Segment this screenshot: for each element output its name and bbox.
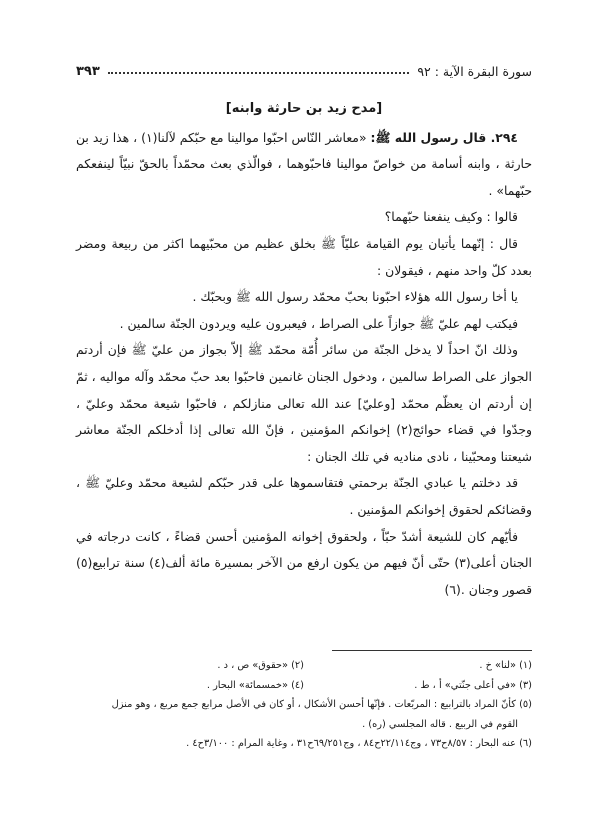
footnote-5: (٥) كأنّ المراد بالترابيع : المربّعات . فإنّها أحسن الأشكال ، أو كان في الأصل مرابع جمع مربع ، وهو منزل <box>111 699 532 711</box>
paragraph-5 <box>76 311 532 338</box>
footnote-6: (٦) عنه البحار : ٨/٥٧ح٧٣ ، وج٢٢/١١٤ح٨٤ ، وج٦٩/٢٥١ح٣١ ، وغاية المرام : ٣/١٠٠ح٤ . <box>186 738 532 750</box>
header-dotted-rule <box>108 72 410 74</box>
paragraph-text: قالوا : وكيف ينفعنا حبّهما؟ <box>384 209 518 225</box>
paragraph-text: يا أخا رسول الله هؤلاء احبّونا بحبّ محمّد رسول الله ﷺ وبحبّك . <box>192 289 518 305</box>
footnote-5-continued: القوم في الربيع . قاله المجلسي (ره) . <box>362 718 518 730</box>
footnote-3: (٣) «في أعلى جنّتي» أ ، ط . <box>414 679 532 691</box>
section-title: [مدح زيد بن حارثة وابنه] <box>225 101 383 116</box>
footnotes <box>76 656 532 754</box>
paragraph-text: قد دخلتم يا عبادي الجنّة برحمتي فتقاسموها على قدر حبّكم لشيعة محمّد وعليّ ﷺ ، وقضائكم لحقوق إخوانكم المؤمنين . <box>76 475 532 517</box>
paragraph-7 <box>76 470 532 523</box>
main-text <box>76 96 532 603</box>
page-header <box>76 58 532 84</box>
paragraph-text: قال : إنّهما يأتيان يوم القيامة عليّاً ﷺ بخلق عظيم من محبّيهما اكثر من ربيعة ومضر بعدد كلّ واحد منهم ، فيقولان : <box>76 235 532 278</box>
footnote-4: (٤) «خمسمائة» البحار . <box>206 679 304 691</box>
paragraph-2 <box>76 204 532 231</box>
page-number: ٣٩٣ <box>76 63 100 79</box>
paragraph-6 <box>76 337 532 470</box>
footnote-row <box>76 656 532 676</box>
footnote-separator <box>332 650 532 651</box>
paragraph-4 <box>76 284 532 311</box>
hadith-lead: ٢٩٤. قال رسول الله ﷺ: <box>370 129 518 145</box>
paragraph-text: فيكتب لهم عليّ ﷺ جوازاً على الصراط ، فيعبرون عليه ويردون الجنّة سالمين . <box>119 315 518 331</box>
paragraph-1 <box>76 125 532 205</box>
paragraph-3 <box>76 231 532 284</box>
paragraph-text: وذلك انّ احداً لا يدخل الجنّة من سائر أُمّة محمّد ﷺ إلاّ بجواز من عليّ ﷺ فإن أردتم الجواز على الصراط سالمين ، ودخول الجنان غانمين فاحبّوا بعد حبّ محمّد وآله مواليه ، ثمّ إن أردتم ان يعظّم محمّد [وعليّ] عند الله تعالى منازلكم ، فاحبّوا شيعة محمّد وعليّ ، وجدّوا في قضاء حوائج(٢) إخوانكم المؤمنين ، فإنّ الله تعالى إذا أدخلكم الجنّة معاشر شيعتنا ومحبّينا ، نادى مناديه في تلك الجنان : <box>76 342 532 464</box>
footnote-2: (٢) «حقوق» ص ، د . <box>217 660 304 671</box>
paragraph-8 <box>76 524 532 604</box>
paragraph-text: «معاشر النّاس احبّوا موالينا مع حبّكم لآلنا(١) ، هذا زيد بن حارثة ، وابنه أسامة من خواصّ موالينا فاحبّوهما ، فوالّذي بعث محمّداً بالحقّ نبيّاً لينفعكم حبّهما» . <box>76 129 532 198</box>
footnote-row <box>76 676 532 696</box>
footnote-1: (١) «لنا» خ . <box>479 660 532 671</box>
paragraph-text: فأيّهم كان للشيعة أشدّ حبّاً ، ولحقوق إخوانه المؤمنين أحسن قضاءً ، كانت درجاته في الجنان أعلى(٣) حتّى أنّ فيهم من يكون ارفع من الآخر بمسيرة مائة ألف(٤) سنة ترابيع(٥) قصور وجنان .(٦) <box>76 528 532 597</box>
running-title: سورة البقرة الآية : ٩٢ <box>417 63 532 79</box>
